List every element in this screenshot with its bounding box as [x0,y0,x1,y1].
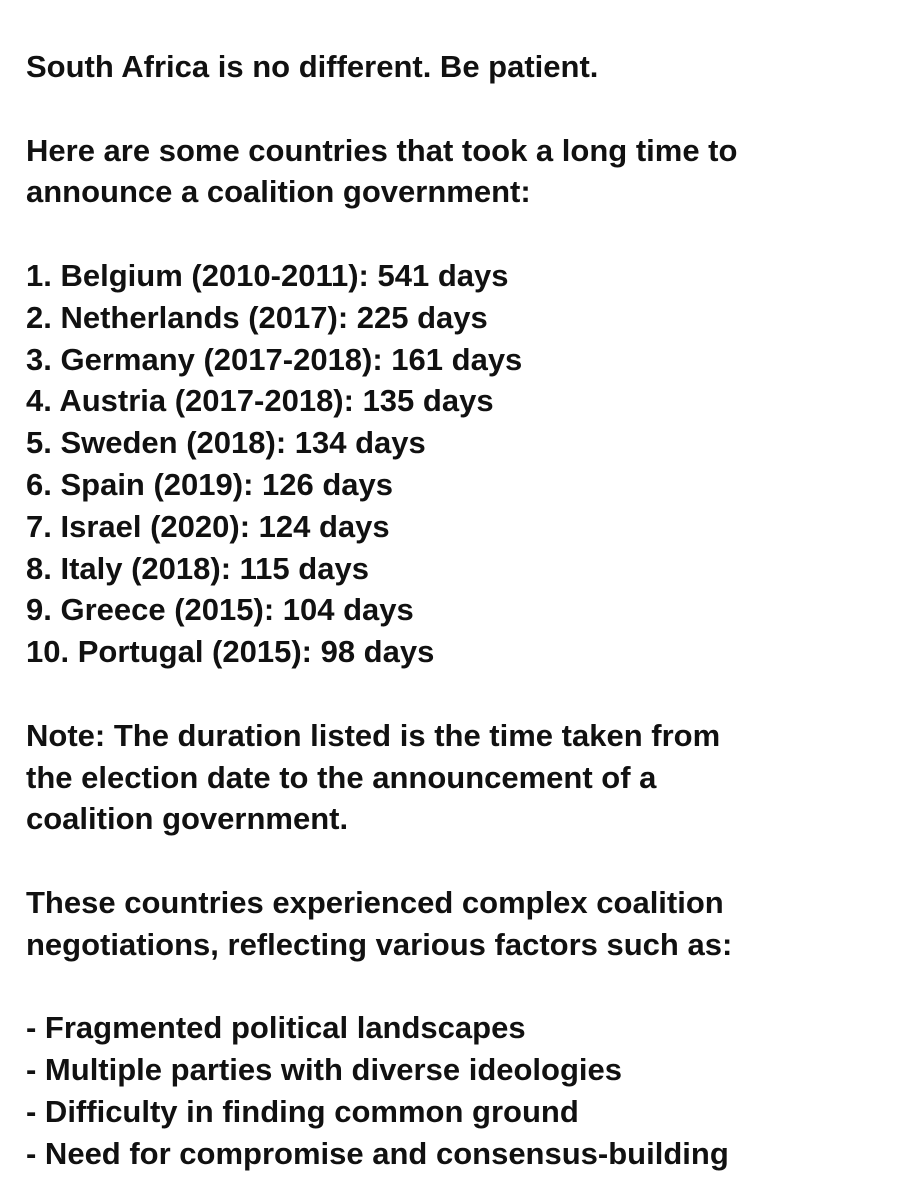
factor-item: - Multiple parties with diverse ideologies [26,1052,623,1088]
country-item-austria: 4. Austria (2017-2018): 135 days [26,383,494,419]
factor-item: - Difficulty in finding common ground [26,1093,579,1129]
country-item-italy: 8. Italy (2018): 115 days [26,550,369,586]
intro-line: Here are some countries that took a long time to [26,132,738,168]
country-item-netherlands: 2. Netherlands (2017): 225 days [26,299,488,335]
note-paragraph [26,715,886,840]
note-line: Note: The duration listed is the time taken from [26,717,721,753]
factor-item: - Fragmented political landscapes [26,1010,526,1046]
note-line: coalition government. [26,801,349,837]
country-item-israel: 7. Israel (2020): 124 days [26,508,390,544]
factor-item: - Need for compromise and consensus-building [26,1135,729,1171]
note-line: the election date to the announcement of a [26,759,657,795]
intro-line: announce a coalition government: [26,174,531,210]
factor-list [26,1007,886,1174]
country-item-sweden: 5. Sweden (2018): 134 days [26,425,426,461]
headline [26,46,886,88]
country-list [26,255,886,673]
country-item-spain: 6. Spain (2019): 126 days [26,466,394,502]
country-item-portugal: 10. Portugal (2015): 98 days [26,634,435,670]
factors-intro-line: These countries experienced complex coalition [26,884,724,920]
document-page [26,46,886,1175]
country-item-germany: 3. Germany (2017-2018): 161 days [26,341,523,377]
headline-line: South Africa is no different. Be patient. [26,49,599,84]
country-item-belgium: 1. Belgium (2010-2011): 541 days [26,257,509,293]
country-item-greece: 9. Greece (2015): 104 days [26,592,414,628]
intro-paragraph [26,130,886,214]
factors-intro-paragraph [26,882,886,966]
factors-intro-line: negotiations, reflecting various factors such as: [26,926,733,962]
